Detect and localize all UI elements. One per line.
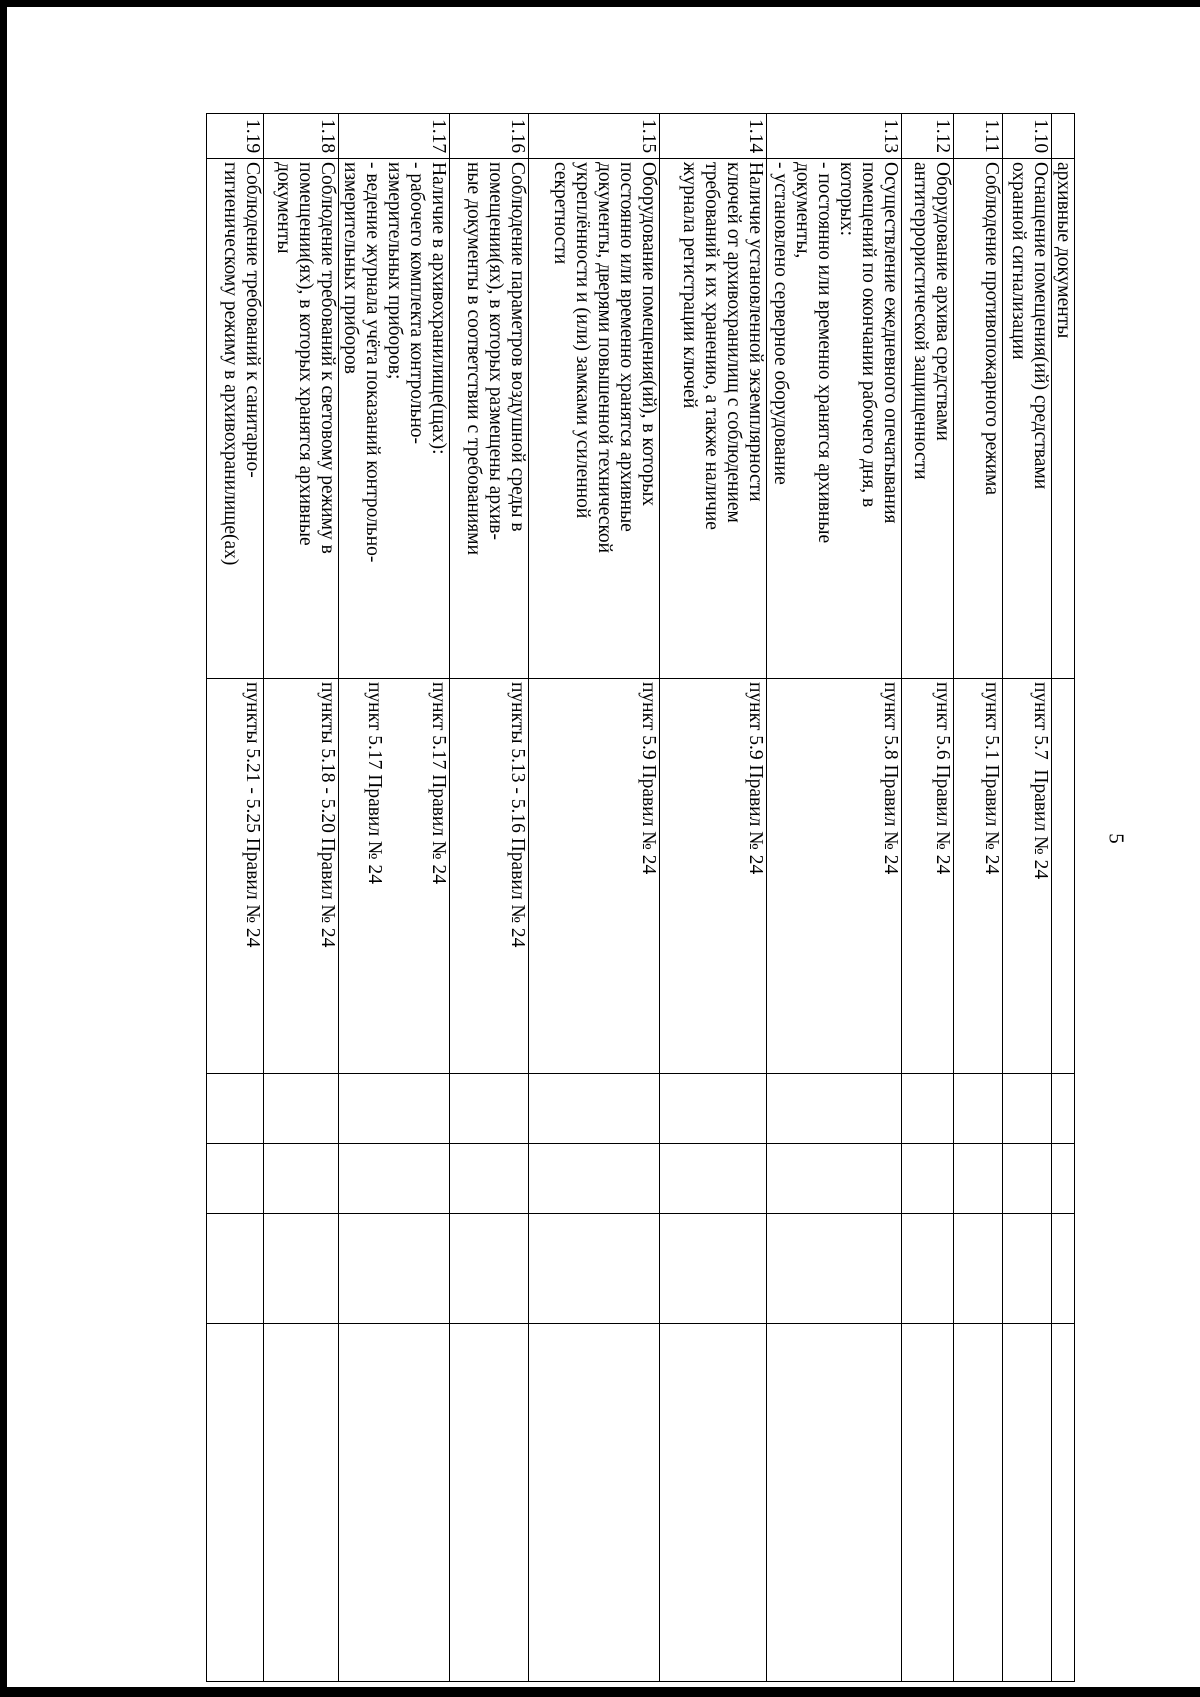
requirement-description bbox=[1052, 159, 1075, 679]
description-line: - рабочего комплекта контрольно- bbox=[406, 162, 427, 445]
empty-cell bbox=[660, 1324, 767, 1682]
legal-reference bbox=[767, 679, 902, 1074]
empty-cell bbox=[660, 1144, 767, 1214]
empty-cell bbox=[954, 1144, 1003, 1214]
description-line: Оборудование помещения(ий), в которых bbox=[638, 162, 659, 507]
row-number: 1.14 bbox=[660, 114, 767, 159]
description-line: документы bbox=[273, 162, 294, 254]
legal-reference bbox=[207, 679, 264, 1074]
empty-cell bbox=[339, 1324, 450, 1682]
legal-reference bbox=[264, 679, 339, 1074]
description-line: измерительных приборов bbox=[340, 162, 361, 375]
empty-cell bbox=[339, 1214, 450, 1324]
empty-cell bbox=[529, 1324, 660, 1682]
requirement-description bbox=[529, 159, 660, 679]
description-line: постоянно или временно хранятся архивные bbox=[616, 162, 637, 532]
description-line: - установлено серверное оборудование bbox=[770, 162, 791, 485]
empty-cell bbox=[1052, 1324, 1075, 1682]
reference-line: пункт 5.17 Правил № 24 bbox=[364, 682, 385, 884]
empty-cell bbox=[207, 1144, 264, 1214]
description-line: документы, bbox=[792, 162, 813, 259]
empty-cell bbox=[450, 1144, 529, 1214]
legal-reference bbox=[902, 679, 954, 1074]
empty-cell bbox=[660, 1074, 767, 1144]
empty-cell bbox=[264, 1074, 339, 1144]
scan-border-bottom bbox=[0, 1687, 1200, 1697]
description-line: укреплённости и (или) замками усиленной bbox=[572, 162, 593, 519]
empty-cell bbox=[1003, 1324, 1052, 1682]
description-line: измерительных приборов; bbox=[384, 162, 405, 380]
legal-reference bbox=[660, 679, 767, 1074]
empty-cell bbox=[529, 1144, 660, 1214]
description-line: антитеррористической защищенности bbox=[910, 162, 931, 480]
requirement-description bbox=[902, 159, 954, 679]
reference-line: пункты 5.13 - 5.16 Правил № 24 bbox=[507, 682, 528, 948]
empty-cell bbox=[954, 1214, 1003, 1324]
requirements-table bbox=[206, 113, 1075, 1682]
reference-spacer bbox=[385, 682, 427, 1070]
table-row bbox=[660, 114, 767, 1682]
row-number: 1.11 bbox=[954, 114, 1003, 159]
empty-cell bbox=[1052, 1074, 1075, 1144]
description-line: журнала регистрации ключей bbox=[679, 162, 700, 409]
empty-cell bbox=[207, 1324, 264, 1682]
description-line: - постоянно или временно хранятся архивные bbox=[814, 162, 835, 544]
empty-cell bbox=[264, 1144, 339, 1214]
empty-cell bbox=[902, 1214, 954, 1324]
empty-cell bbox=[207, 1214, 264, 1324]
description-line: Соблюдение требований к световому режиму в bbox=[317, 162, 338, 554]
row-number: 1.12 bbox=[902, 114, 954, 159]
requirement-description bbox=[264, 159, 339, 679]
empty-cell bbox=[660, 1214, 767, 1324]
empty-cell bbox=[954, 1324, 1003, 1682]
description-line: помещений по окончании рабочего дня, в bbox=[858, 162, 879, 508]
row-number: 1.16 bbox=[450, 114, 529, 159]
empty-cell bbox=[339, 1074, 450, 1144]
description-line: которых: bbox=[836, 162, 857, 237]
empty-cell bbox=[1052, 1144, 1075, 1214]
empty-cell bbox=[767, 1214, 902, 1324]
legal-reference bbox=[1003, 679, 1052, 1074]
table-row bbox=[1052, 114, 1075, 1682]
empty-cell bbox=[450, 1324, 529, 1682]
description-line: помещении(ях), в которых хранятся архивные bbox=[295, 162, 316, 546]
description-line: Соблюдение параметров воздушной среды в bbox=[507, 162, 528, 532]
reference-line: пункт 5.9 Правил № 24 bbox=[745, 682, 766, 875]
requirement-description bbox=[450, 159, 529, 679]
scan-border-left bbox=[0, 0, 7, 1697]
empty-cell bbox=[902, 1144, 954, 1214]
requirement-description bbox=[207, 159, 264, 679]
description-line: ные документы в соответствии с требованиями bbox=[463, 162, 484, 556]
empty-cell bbox=[450, 1074, 529, 1144]
requirement-description bbox=[339, 159, 450, 679]
legal-reference bbox=[529, 679, 660, 1074]
legal-reference bbox=[450, 679, 529, 1074]
reference-line: пункт 5.7 Правил № 24 bbox=[1030, 682, 1051, 880]
row-number bbox=[1052, 114, 1075, 159]
description-line: Наличие в архивохранилище(щах): bbox=[428, 162, 449, 455]
reference-line: пункт 5.6 Правил № 24 bbox=[932, 682, 953, 875]
table-row bbox=[1003, 114, 1052, 1682]
description-line: архивные документы bbox=[1053, 162, 1074, 339]
description-line: документы, дверями повышенной технической bbox=[594, 162, 615, 554]
table-row bbox=[450, 114, 529, 1682]
requirement-description bbox=[1003, 159, 1052, 679]
table-row bbox=[902, 114, 954, 1682]
reference-line: пункт 5.8 Правил № 24 bbox=[880, 682, 901, 875]
empty-cell bbox=[767, 1074, 902, 1144]
row-number: 1.13 bbox=[767, 114, 902, 159]
description-line: требований к их хранению, а также наличие bbox=[701, 162, 722, 530]
description-line: Осуществление ежедневного опечатывания bbox=[880, 162, 901, 524]
table-body bbox=[207, 114, 1075, 1682]
empty-cell bbox=[1003, 1074, 1052, 1144]
description-line: гигиеническому режиму в архивохранилище(ах) bbox=[220, 162, 241, 566]
empty-cell bbox=[1003, 1144, 1052, 1214]
legal-reference bbox=[954, 679, 1003, 1074]
scan-border-top bbox=[0, 0, 1200, 7]
empty-cell bbox=[902, 1074, 954, 1144]
reference-line: пункт 5.17 Правил № 24 bbox=[428, 682, 449, 884]
requirement-description bbox=[954, 159, 1003, 679]
row-number: 1.18 bbox=[264, 114, 339, 159]
row-number: 1.10 bbox=[1003, 114, 1052, 159]
legal-reference bbox=[1052, 679, 1075, 1074]
page-number: 5 bbox=[1104, 833, 1129, 844]
row-number: 1.19 bbox=[207, 114, 264, 159]
empty-cell bbox=[902, 1324, 954, 1682]
requirement-description bbox=[660, 159, 767, 679]
description-line: секретности bbox=[550, 162, 571, 265]
empty-cell bbox=[529, 1074, 660, 1144]
reference-line: пункт 5.1 Правил № 24 bbox=[981, 682, 1002, 875]
empty-cell bbox=[954, 1074, 1003, 1144]
empty-cell bbox=[767, 1324, 902, 1682]
description-line: Наличие установленной экземплярности bbox=[745, 162, 766, 502]
table-row bbox=[207, 114, 264, 1682]
description-line: - ведение журнала учёта показаний контрольно- bbox=[362, 162, 383, 563]
empty-cell bbox=[1003, 1214, 1052, 1324]
empty-cell bbox=[1052, 1214, 1075, 1324]
empty-cell bbox=[264, 1324, 339, 1682]
empty-cell bbox=[529, 1214, 660, 1324]
row-number: 1.15 bbox=[529, 114, 660, 159]
requirement-description bbox=[767, 159, 902, 679]
table-row bbox=[767, 114, 902, 1682]
rotated-table-wrapper bbox=[85, 113, 1075, 1681]
table-row bbox=[339, 114, 450, 1682]
legal-reference bbox=[339, 679, 450, 1074]
table-row bbox=[529, 114, 660, 1682]
empty-cell bbox=[264, 1214, 339, 1324]
description-line: Оборудование архива средствами bbox=[932, 162, 953, 441]
empty-cell bbox=[450, 1214, 529, 1324]
description-line: ключей от архивохранилищ с соблюдением bbox=[723, 162, 744, 523]
description-line: Оснащение помещения(ий) средствами bbox=[1030, 162, 1051, 490]
description-line: охранной сигнализации bbox=[1008, 162, 1029, 360]
reference-line: пункт 5.9 Правил № 24 bbox=[638, 682, 659, 875]
table-row bbox=[264, 114, 339, 1682]
empty-cell bbox=[767, 1144, 902, 1214]
table-row bbox=[954, 114, 1003, 1682]
description-line: Соблюдение противопожарного режима bbox=[981, 162, 1002, 496]
reference-line: пункты 5.18 - 5.20 Правил № 24 bbox=[317, 682, 338, 948]
empty-cell bbox=[339, 1144, 450, 1214]
reference-line: пункты 5.21 - 5.25 Правил № 24 bbox=[242, 682, 263, 948]
description-line: Соблюдение требований к санитарно- bbox=[242, 162, 263, 478]
empty-cell bbox=[207, 1074, 264, 1144]
description-line: помещении(ях), в которых размещены архив- bbox=[485, 162, 506, 540]
row-number: 1.17 bbox=[339, 114, 450, 159]
